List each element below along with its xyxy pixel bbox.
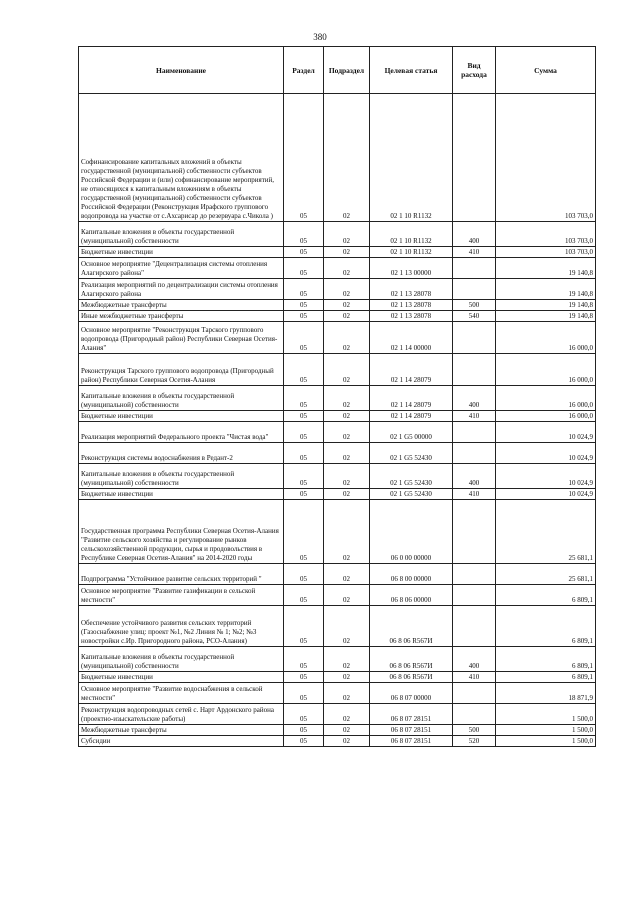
cell-sum: 25 681,1	[496, 564, 596, 585]
cell-target: 02 1 14 28079	[370, 386, 453, 411]
table-row	[79, 704, 596, 725]
cell-sum: 1 500,0	[496, 736, 596, 747]
cell-subsection: 02	[324, 489, 370, 500]
cell-name: Софинансирование капитальных вложений в объекты государственной (муниципальной) собственности субъектов Российской Федерации и (или) софинансирование мероприятий, не относящихся к капитальным вложениям в объекты государственной (муниципальной) собственности субъектов Российской Федерации (Реконструкция Ирафского группового водопровода на участке от с.Ахсарисар до резервуара с.Чиколa )	[79, 94, 284, 222]
cell-subsection: 02	[324, 736, 370, 747]
cell-name: Государственная программа Республики Северная Осетия-Алания "Развитие сельского хозяйства и регулирование рынков сельскохозяйственной продукции, сырья и продовольствия в Республике Северная Осетия-Алания" на 2014-2020 годы	[79, 500, 284, 564]
cell-target: 06 8 06 R567И	[370, 606, 453, 647]
cell-section: 05	[284, 672, 324, 683]
table-row	[79, 322, 596, 354]
cell-subsection: 02	[324, 279, 370, 300]
cell-expense-type: 400	[453, 386, 496, 411]
cell-expense-type	[453, 354, 496, 386]
table-row	[79, 443, 596, 464]
table-row	[79, 258, 596, 279]
table-row	[79, 247, 596, 258]
cell-sum: 10 024,9	[496, 422, 596, 443]
cell-section: 05	[284, 500, 324, 564]
cell-name: Основное мероприятие "Развитие водоснабжения в сельской местности"	[79, 683, 284, 704]
cell-section: 05	[284, 311, 324, 322]
cell-subsection: 02	[324, 606, 370, 647]
cell-section: 05	[284, 300, 324, 311]
cell-subsection: 02	[324, 411, 370, 422]
cell-expense-type	[453, 585, 496, 606]
cell-name: Межбюджетные трансферты	[79, 300, 284, 311]
cell-subsection: 02	[324, 647, 370, 672]
cell-expense-type: 400	[453, 464, 496, 489]
cell-expense-type	[453, 422, 496, 443]
cell-section: 05	[284, 411, 324, 422]
cell-sum: 16 000,0	[496, 386, 596, 411]
cell-expense-type: 520	[453, 736, 496, 747]
cell-section: 05	[284, 606, 324, 647]
cell-section: 05	[284, 647, 324, 672]
cell-sum: 19 140,8	[496, 258, 596, 279]
cell-target: 06 8 07 28151	[370, 725, 453, 736]
table-row	[79, 672, 596, 683]
cell-sum: 10 024,9	[496, 443, 596, 464]
cell-sum: 10 024,9	[496, 489, 596, 500]
table-row	[79, 489, 596, 500]
cell-expense-type: 410	[453, 411, 496, 422]
cell-subsection: 02	[324, 354, 370, 386]
cell-subsection: 02	[324, 386, 370, 411]
cell-subsection: 02	[324, 258, 370, 279]
table-row	[79, 585, 596, 606]
cell-target: 02 1 14 00000	[370, 322, 453, 354]
page-number: 380	[313, 32, 327, 42]
cell-sum: 103 703,0	[496, 222, 596, 247]
cell-section: 05	[284, 386, 324, 411]
cell-sum: 16 000,0	[496, 322, 596, 354]
header-target: Целевая статья	[370, 47, 453, 94]
cell-name: Основное мероприятие "Реконструкция Тарского группового водопровода (Пригородный район) Республики Северная Осетия-Алания"	[79, 322, 284, 354]
cell-section: 05	[284, 564, 324, 585]
cell-expense-type: 410	[453, 672, 496, 683]
cell-name: Бюджетные инвестиции	[79, 489, 284, 500]
cell-name: Обеспечение устойчивого развития сельских территорий (Газоснабжение улиц: проект №1, №2 Линия № 1; №2; №3 новостройки с.Ир. Пригородного района, РСО-Алания)	[79, 606, 284, 647]
cell-sum: 16 000,0	[496, 411, 596, 422]
cell-name: Капитальные вложения в объекты государственной (муниципальной) собственности	[79, 647, 284, 672]
cell-expense-type: 500	[453, 300, 496, 311]
cell-expense-type: 500	[453, 725, 496, 736]
cell-target: 06 8 07 28151	[370, 704, 453, 725]
cell-expense-type	[453, 258, 496, 279]
cell-subsection: 02	[324, 222, 370, 247]
cell-expense-type	[453, 279, 496, 300]
cell-target: 02 1 10 R1132	[370, 247, 453, 258]
cell-subsection: 02	[324, 564, 370, 585]
header-expense-type: Вид расхода	[453, 47, 496, 94]
cell-name: Капитальные вложения в объекты государственной (муниципальной) собственности	[79, 464, 284, 489]
cell-sum: 16 000,0	[496, 354, 596, 386]
table-row	[79, 683, 596, 704]
cell-expense-type: 400	[453, 222, 496, 247]
cell-name: Реконструкция системы водоснабжения в Редант-2	[79, 443, 284, 464]
header-section: Раздел	[284, 47, 324, 94]
cell-section: 05	[284, 464, 324, 489]
cell-target: 06 8 07 00000	[370, 683, 453, 704]
table-row	[79, 606, 596, 647]
cell-section: 05	[284, 94, 324, 222]
table-row	[79, 736, 596, 747]
header-name: Наименование	[79, 47, 284, 94]
cell-section: 05	[284, 279, 324, 300]
cell-target: 02 1 14 28079	[370, 411, 453, 422]
cell-subsection: 02	[324, 94, 370, 222]
table-row	[79, 386, 596, 411]
cell-target: 06 8 06 R567И	[370, 647, 453, 672]
table-row	[79, 422, 596, 443]
table-header-row	[79, 47, 596, 94]
cell-section: 05	[284, 704, 324, 725]
cell-expense-type	[453, 606, 496, 647]
cell-section: 05	[284, 736, 324, 747]
table-row	[79, 279, 596, 300]
cell-sum: 6 809,1	[496, 585, 596, 606]
cell-section: 05	[284, 683, 324, 704]
cell-section: 05	[284, 258, 324, 279]
cell-target: 06 0 00 00000	[370, 500, 453, 564]
cell-name: Капитальные вложения в объекты государственной (муниципальной) собственности	[79, 386, 284, 411]
cell-name: Межбюджетные трансферты	[79, 725, 284, 736]
cell-subsection: 02	[324, 725, 370, 736]
header-subsection: Подраздел	[324, 47, 370, 94]
cell-target: 02 1 G5 00000	[370, 422, 453, 443]
cell-subsection: 02	[324, 683, 370, 704]
table-row	[79, 564, 596, 585]
cell-expense-type	[453, 322, 496, 354]
cell-target: 02 1 10 R1132	[370, 94, 453, 222]
cell-sum: 103 703,0	[496, 247, 596, 258]
cell-subsection: 02	[324, 422, 370, 443]
cell-target: 06 8 07 28151	[370, 736, 453, 747]
cell-name: Реализация мероприятий Федерального проекта "Чистая вода"	[79, 422, 284, 443]
cell-section: 05	[284, 585, 324, 606]
cell-sum: 19 140,8	[496, 300, 596, 311]
cell-expense-type	[453, 564, 496, 585]
cell-sum: 1 500,0	[496, 704, 596, 725]
cell-sum: 25 681,1	[496, 500, 596, 564]
cell-subsection: 02	[324, 704, 370, 725]
table-row	[79, 647, 596, 672]
cell-name: Реализация мероприятий по децентрализации системы отопления Алагирского района	[79, 279, 284, 300]
cell-subsection: 02	[324, 672, 370, 683]
cell-subsection: 02	[324, 585, 370, 606]
cell-expense-type	[453, 704, 496, 725]
cell-expense-type	[453, 94, 496, 222]
header-sum: Сумма	[496, 47, 596, 94]
cell-section: 05	[284, 725, 324, 736]
cell-name: Реконструкция водопроводных сетей с. Нарт Ардонского района (проектно-изыскательские работы)	[79, 704, 284, 725]
cell-section: 05	[284, 443, 324, 464]
cell-name: Основное мероприятие "Децентрализация системы отопления Алагирского района"	[79, 258, 284, 279]
table-row	[79, 94, 596, 222]
cell-section: 05	[284, 354, 324, 386]
cell-sum: 103 703,0	[496, 94, 596, 222]
cell-sum: 6 809,1	[496, 606, 596, 647]
cell-target: 06 8 00 00000	[370, 564, 453, 585]
cell-target: 02 1 13 00000	[370, 258, 453, 279]
cell-target: 06 8 06 R567И	[370, 672, 453, 683]
cell-name: Капитальные вложения в объекты государственной (муниципальной) собственности	[79, 222, 284, 247]
cell-name: Иные межбюджетные трансферты	[79, 311, 284, 322]
cell-name: Бюджетные инвестиции	[79, 672, 284, 683]
cell-name: Субсидии	[79, 736, 284, 747]
cell-section: 05	[284, 247, 324, 258]
cell-expense-type	[453, 443, 496, 464]
table-row	[79, 725, 596, 736]
cell-name: Бюджетные инвестиции	[79, 247, 284, 258]
cell-target: 02 1 10 R1132	[370, 222, 453, 247]
table-row	[79, 354, 596, 386]
cell-expense-type	[453, 500, 496, 564]
cell-subsection: 02	[324, 311, 370, 322]
cell-target: 02 1 G5 52430	[370, 464, 453, 489]
cell-target: 02 1 13 28078	[370, 300, 453, 311]
cell-section: 05	[284, 222, 324, 247]
cell-sum: 19 140,8	[496, 311, 596, 322]
cell-sum: 6 809,1	[496, 647, 596, 672]
cell-sum: 1 500,0	[496, 725, 596, 736]
budget-table	[78, 46, 596, 747]
cell-name: Реконструкция Тарского группового водопровода (Пригородный район) Республики Северная Осетия-Алания	[79, 354, 284, 386]
cell-target: 06 8 06 00000	[370, 585, 453, 606]
cell-expense-type	[453, 683, 496, 704]
cell-expense-type: 410	[453, 489, 496, 500]
table-row	[79, 411, 596, 422]
cell-target: 02 1 13 28078	[370, 279, 453, 300]
cell-subsection: 02	[324, 500, 370, 564]
cell-sum: 6 809,1	[496, 672, 596, 683]
table-row	[79, 464, 596, 489]
cell-subsection: 02	[324, 247, 370, 258]
cell-subsection: 02	[324, 443, 370, 464]
cell-target: 02 1 G5 52430	[370, 443, 453, 464]
cell-target: 02 1 G5 52430	[370, 489, 453, 500]
cell-expense-type: 540	[453, 311, 496, 322]
cell-name: Бюджетные инвестиции	[79, 411, 284, 422]
cell-subsection: 02	[324, 464, 370, 489]
table-row	[79, 311, 596, 322]
cell-expense-type: 400	[453, 647, 496, 672]
table-row	[79, 500, 596, 564]
cell-section: 05	[284, 322, 324, 354]
table-row	[79, 300, 596, 311]
cell-name: Основное мероприятие "Развитие газификации в сельской местности"	[79, 585, 284, 606]
cell-subsection: 02	[324, 300, 370, 311]
cell-sum: 18 871,9	[496, 683, 596, 704]
cell-expense-type: 410	[453, 247, 496, 258]
cell-section: 05	[284, 422, 324, 443]
cell-sum: 19 140,8	[496, 279, 596, 300]
cell-subsection: 02	[324, 322, 370, 354]
cell-target: 02 1 14 28079	[370, 354, 453, 386]
cell-name: Подпрограмма "Устойчивое развитие сельских территорий "	[79, 564, 284, 585]
cell-section: 05	[284, 489, 324, 500]
table-row	[79, 222, 596, 247]
cell-sum: 10 024,9	[496, 464, 596, 489]
cell-target: 02 1 13 28078	[370, 311, 453, 322]
